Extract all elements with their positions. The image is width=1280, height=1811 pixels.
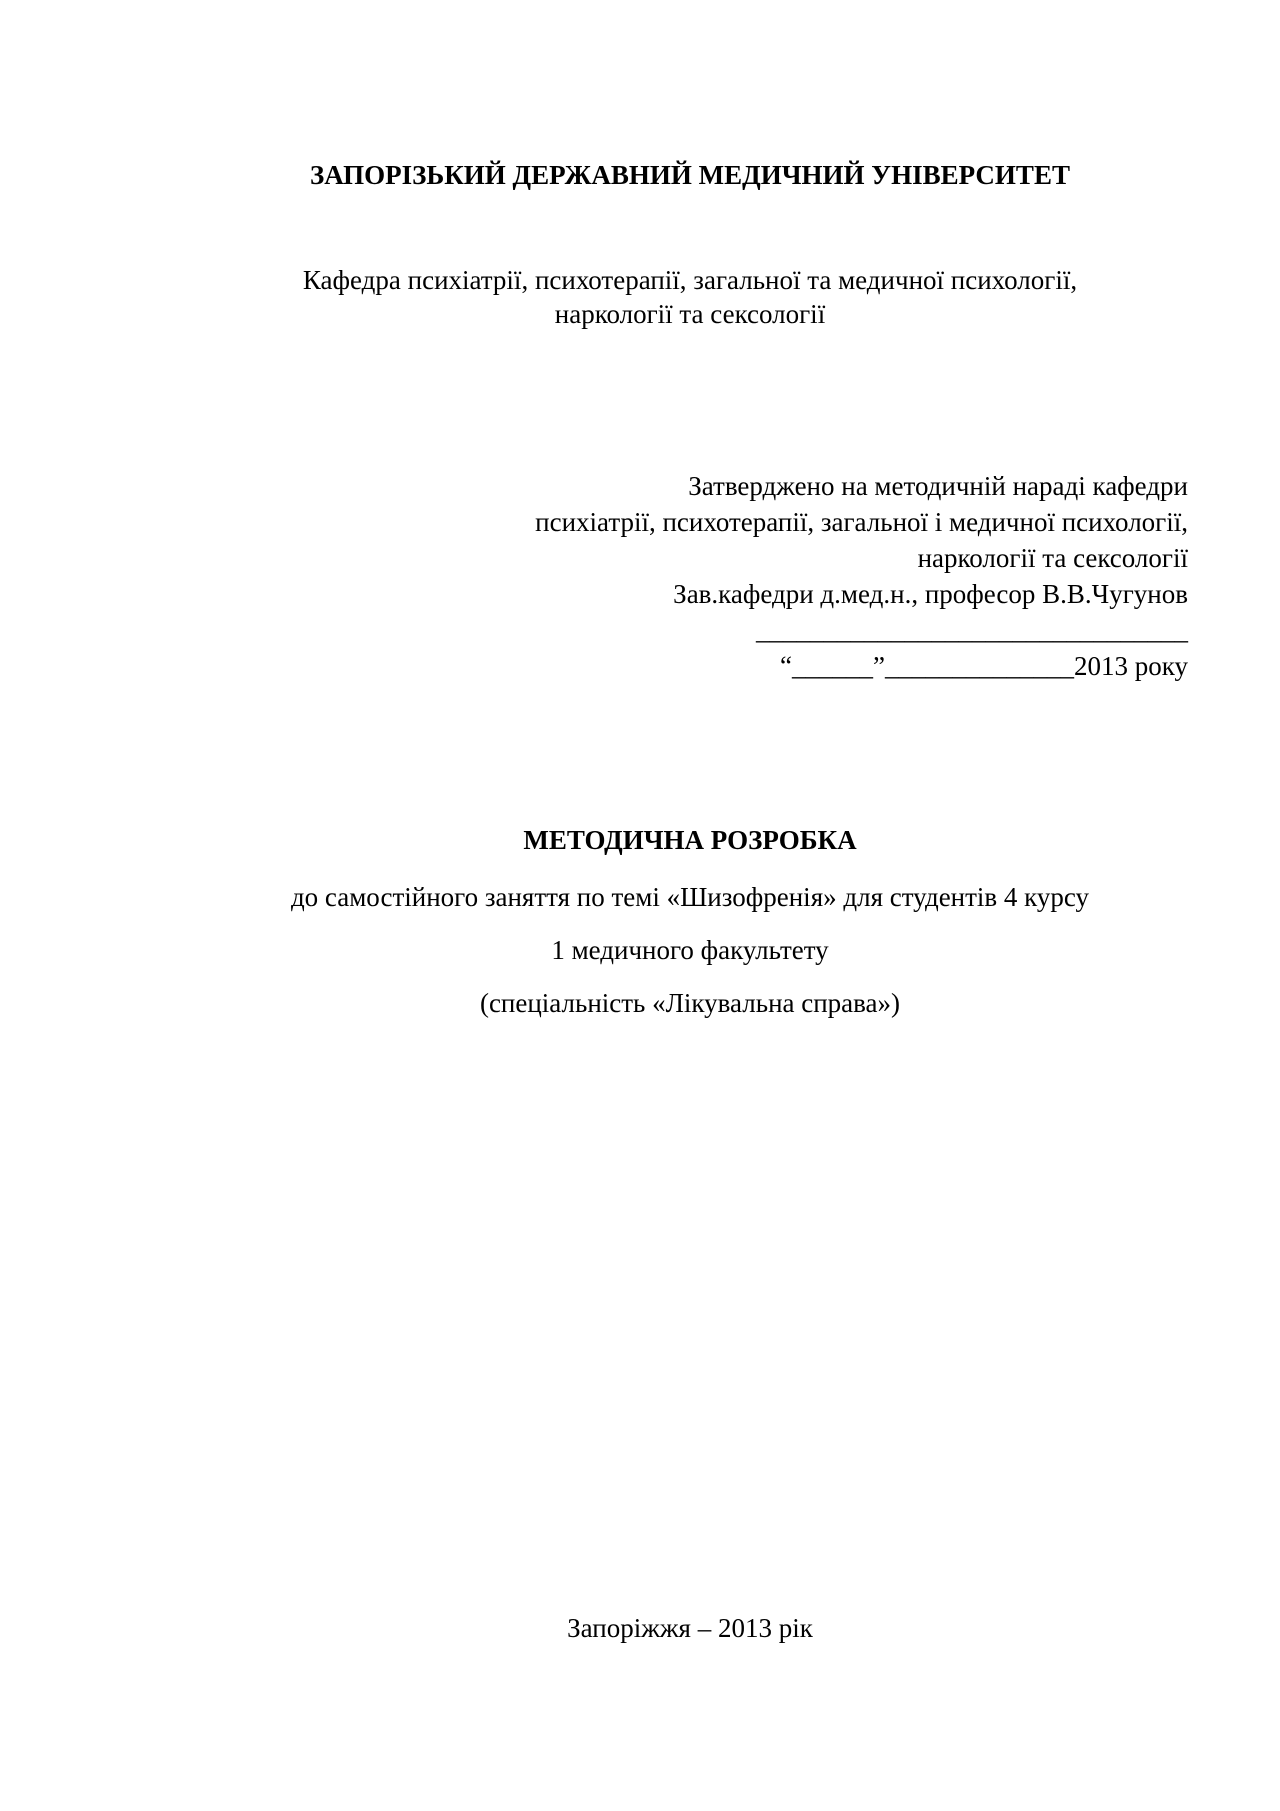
subtitle-line-2: 1 медичного факультету [551, 935, 829, 965]
document-title: МЕТОДИЧНА РОЗРОБКА [523, 825, 857, 855]
signature-line: ________________________________ [756, 615, 1188, 645]
subtitle-line-3: (спеціальність «Лікувальна справа») [479, 988, 901, 1018]
approval-block [535, 468, 1188, 684]
university-title: ЗАПОРІЗЬКИЙ ДЕРЖАВНИЙ МЕДИЧНИЙ УНІВЕРСИТЕТ [310, 160, 1070, 190]
department-name-line-1: Кафедра психіатрії, психотерапії, загальної та медичної психології, [302, 265, 1078, 295]
place-and-year: Запоріжжя – 2013 рік [567, 1613, 813, 1643]
approval-line-2: психіатрії, психотерапії, загальної і медичної психології, [535, 507, 1188, 537]
approval-line-3: наркології та сексології [917, 543, 1188, 573]
approval-line-4: Зав.кафедри д.мед.н., професор В.В.Чугунов [673, 579, 1188, 609]
approval-line-1: Затверджено на методичній нараді кафедри [688, 471, 1188, 501]
subtitle-line-1: до самостійного заняття по темі «Шизофренія» для студентів 4 курсу [290, 882, 1090, 912]
department-name-line-2: наркології та сексології [554, 299, 826, 329]
approval-date-line: “______”______________2013 року [780, 651, 1188, 681]
